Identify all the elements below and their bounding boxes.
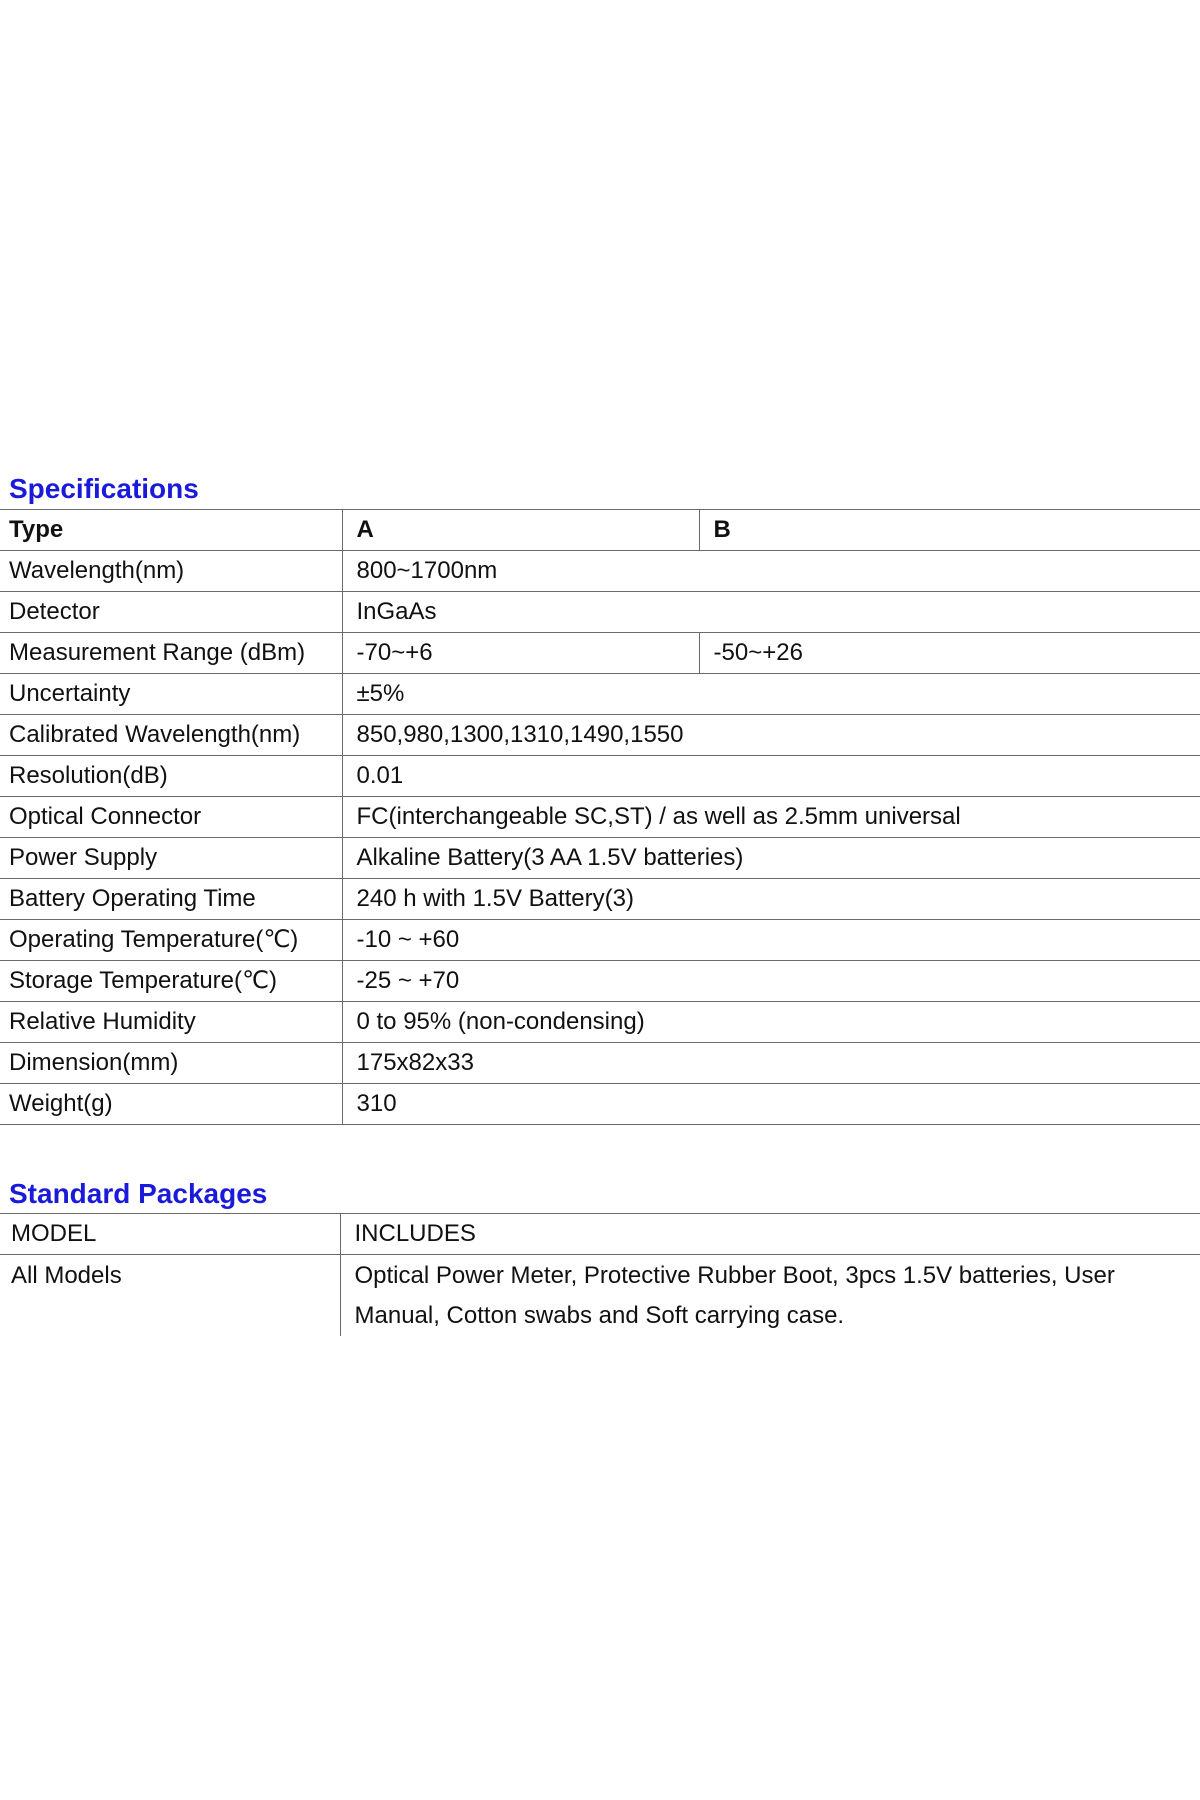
- spec-label: Wavelength(nm): [0, 551, 342, 592]
- spec-value-a: -70~+6: [342, 633, 699, 674]
- spec-header-row: [0, 510, 1200, 551]
- spec-value: 0.01: [342, 756, 1200, 797]
- table-row: [0, 592, 1200, 633]
- spec-label: Resolution(dB): [0, 756, 342, 797]
- spec-value: InGaAs: [342, 592, 1200, 633]
- table-row: [0, 838, 1200, 879]
- table-row: [0, 715, 1200, 756]
- table-row: [0, 1002, 1200, 1043]
- spec-label: Operating Temperature(℃): [0, 920, 342, 961]
- spec-value: 0 to 95% (non-condensing): [342, 1002, 1200, 1043]
- spec-value: -25 ~ +70: [342, 961, 1200, 1002]
- spec-label: Battery Operating Time: [0, 879, 342, 920]
- spec-label: Optical Connector: [0, 797, 342, 838]
- spec-label: Measurement Range (dBm): [0, 633, 342, 674]
- packages-header-row: [0, 1214, 1200, 1255]
- specifications-title: Specifications: [9, 473, 199, 504]
- spec-label: Weight(g): [0, 1084, 342, 1125]
- spec-value: 800~1700nm: [342, 551, 1200, 592]
- spec-label: Calibrated Wavelength(nm): [0, 715, 342, 756]
- spec-value: Alkaline Battery(3 AA 1.5V batteries): [342, 838, 1200, 879]
- table-row: [0, 674, 1200, 715]
- table-row: [0, 551, 1200, 592]
- table-row: [0, 1043, 1200, 1084]
- specifications-table: [0, 509, 1200, 1125]
- package-includes: Optical Power Meter, Protective Rubber Boot, 3pcs 1.5V batteries, User Manual, Cotton swabs and Soft carrying case.: [354, 1262, 1115, 1329]
- spec-value: 240 h with 1.5V Battery(3): [342, 879, 1200, 920]
- spec-label: Detector: [0, 592, 342, 633]
- spec-value: 850,980,1300,1310,1490,1550: [342, 715, 1200, 756]
- spec-header-type: Type: [0, 510, 342, 551]
- table-row: [0, 633, 1200, 674]
- standard-packages-title: Standard Packages: [9, 1178, 268, 1209]
- table-row: [0, 1255, 1200, 1337]
- spec-label: Power Supply: [0, 838, 342, 879]
- table-row: [0, 879, 1200, 920]
- spec-label: Dimension(mm): [0, 1043, 342, 1084]
- table-row: [0, 756, 1200, 797]
- package-model: All Models: [0, 1255, 340, 1337]
- standard-packages-table: [0, 1213, 1200, 1336]
- table-row: [0, 920, 1200, 961]
- spec-label: Storage Temperature(℃): [0, 961, 342, 1002]
- spec-value: FC(interchangeable SC,ST) / as well as 2.5mm universal: [342, 797, 1200, 838]
- spec-value: ±5%: [342, 674, 1200, 715]
- spec-header-a: A: [342, 510, 699, 551]
- spec-value: 310: [342, 1084, 1200, 1125]
- spec-value: -10 ~ +60: [342, 920, 1200, 961]
- table-row: [0, 961, 1200, 1002]
- packages-header-model: MODEL: [0, 1214, 340, 1255]
- table-row: [0, 1084, 1200, 1125]
- spec-header-b: B: [699, 510, 1200, 551]
- spec-value: 175x82x33: [342, 1043, 1200, 1084]
- packages-header-includes: INCLUDES: [340, 1214, 1200, 1255]
- spec-label: Relative Humidity: [0, 1002, 342, 1043]
- table-row: [0, 797, 1200, 838]
- spec-label: Uncertainty: [0, 674, 342, 715]
- spec-value-b: -50~+26: [699, 633, 1200, 674]
